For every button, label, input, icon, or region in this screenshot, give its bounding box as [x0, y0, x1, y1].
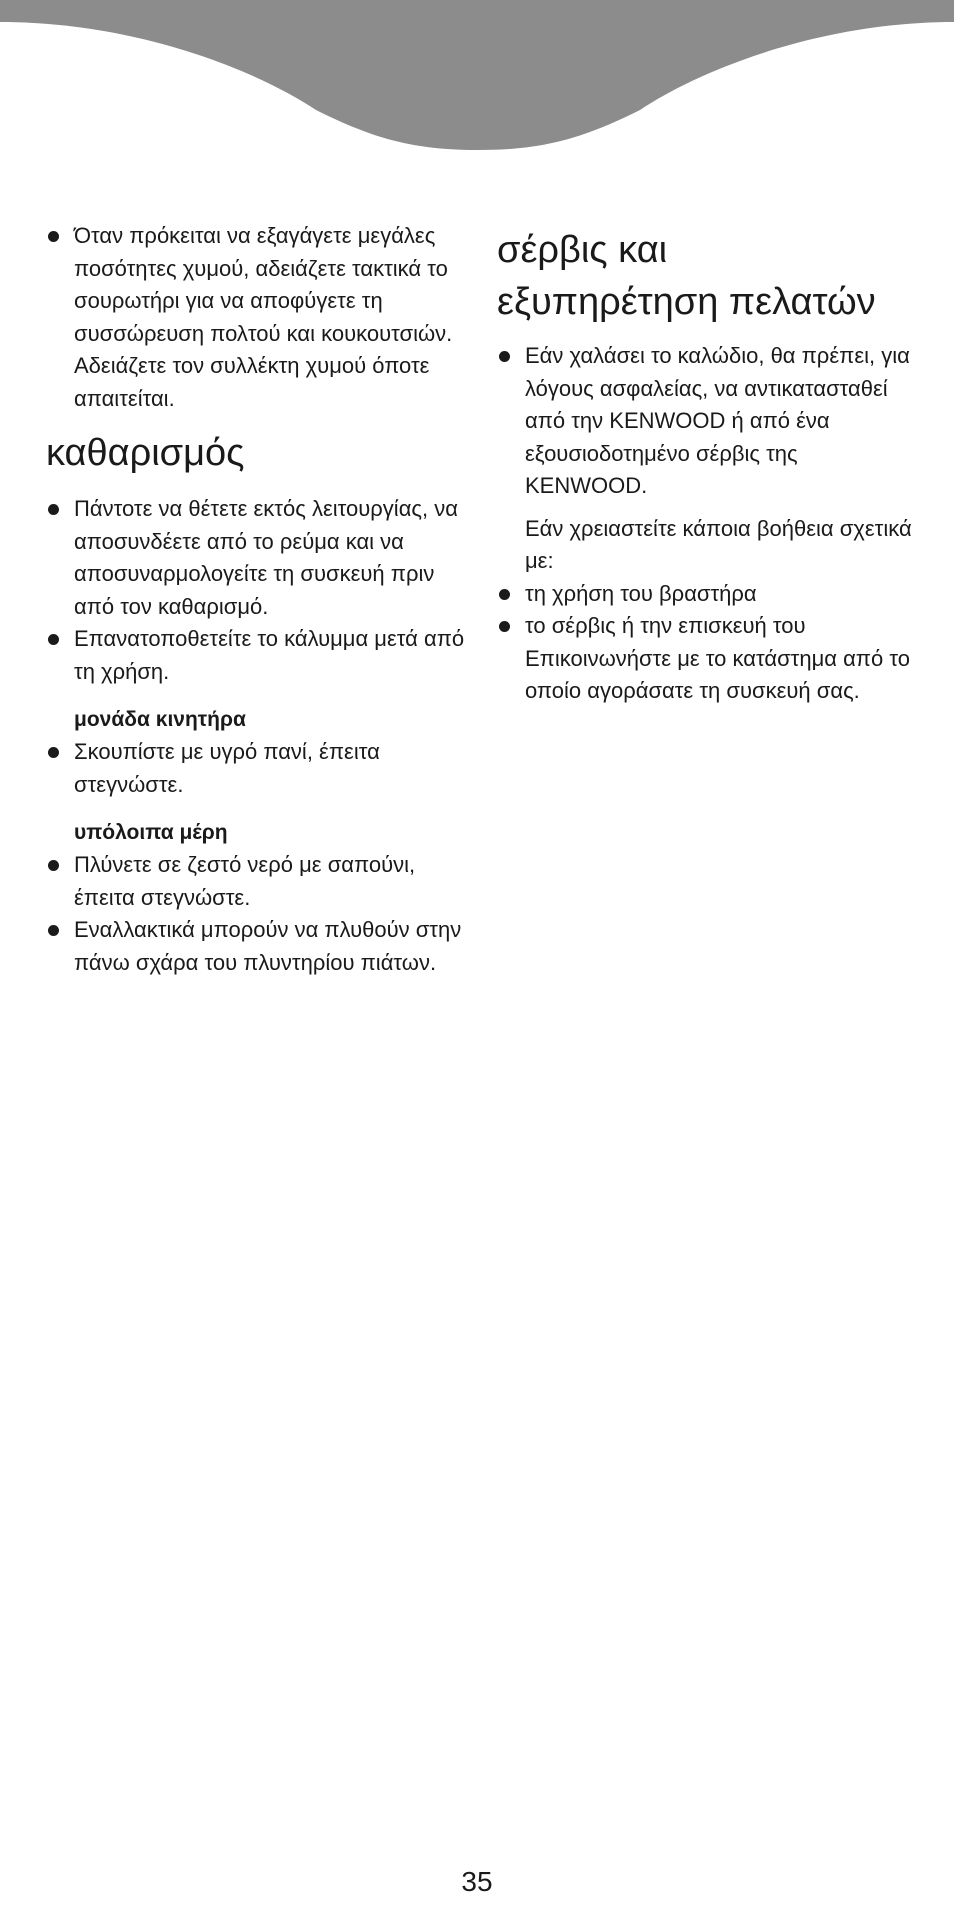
- intro-list: [46, 220, 466, 415]
- list-item: τη χρήση του βραστήρα: [497, 578, 917, 611]
- right-column: [497, 220, 917, 708]
- list-item: το σέρβις ή την επισκευή του Επικοινωνήστε με το κατάστημα από το οποίο αγοράσατε τη συσκευή σας.: [497, 610, 917, 708]
- left-column: [46, 220, 466, 979]
- list-item: Πάντοτε να θέτετε εκτός λειτουργίας, να αποσυνδέετε από το ρεύμα και να αποσυναρμολογείτε τη συσκευή πριν από τον καθαρισμό.: [46, 493, 466, 623]
- page-number: 35: [461, 1866, 493, 1897]
- list-item: Όταν πρόκειται να εξαγάγετε μεγάλες ποσότητες χυμού, αδειάζετε τακτικά το σουρωτήρι για να αποφύγετε τη συσσώρευση πολτού και κουκουτσιών. Αδειάζετε τον συλλέκτη χυμού όποτε απαιτείται.: [46, 220, 466, 415]
- other-parts-list: [46, 849, 466, 979]
- cleaning-list: [46, 493, 466, 688]
- other-parts-heading: υπόλοιπα μέρη: [74, 821, 228, 844]
- cleaning-title: καθαρισμός: [46, 432, 245, 474]
- service-list: [497, 340, 917, 503]
- header-wave-banner: [0, 0, 954, 160]
- list-item: Επανατοποθετείτε το κάλυμμα μετά από τη χρήση.: [46, 623, 466, 688]
- help-list: [497, 578, 917, 708]
- motor-unit-list: [46, 736, 466, 801]
- service-title-line1: σέρβις και: [497, 229, 668, 271]
- motor-unit-heading: μονάδα κινητήρα: [74, 708, 246, 731]
- list-item: Εάν χαλάσει το καλώδιο, θα πρέπει, για λόγους ασφαλείας, να αντικατασταθεί από την KENWOOD ή από ένα εξουσιοδοτημένο σέρβις της KENWOOD.: [497, 340, 917, 503]
- help-text: Εάν χρειαστείτε κάποια βοήθεια σχετικά με:: [525, 515, 912, 573]
- header-wave-shape: [0, 0, 954, 150]
- list-item: Εναλλακτικά μπορούν να πλυθούν στην πάνω σχάρα του πλυντηρίου πιάτων.: [46, 914, 466, 979]
- service-title-line2: εξυπηρέτηση πελατών: [497, 281, 876, 323]
- list-item: Πλύνετε σε ζεστό νερό με σαπούνι, έπειτα στεγνώστε.: [46, 849, 466, 914]
- list-item: Σκουπίστε με υγρό πανί, έπειτα στεγνώστε.: [46, 736, 466, 801]
